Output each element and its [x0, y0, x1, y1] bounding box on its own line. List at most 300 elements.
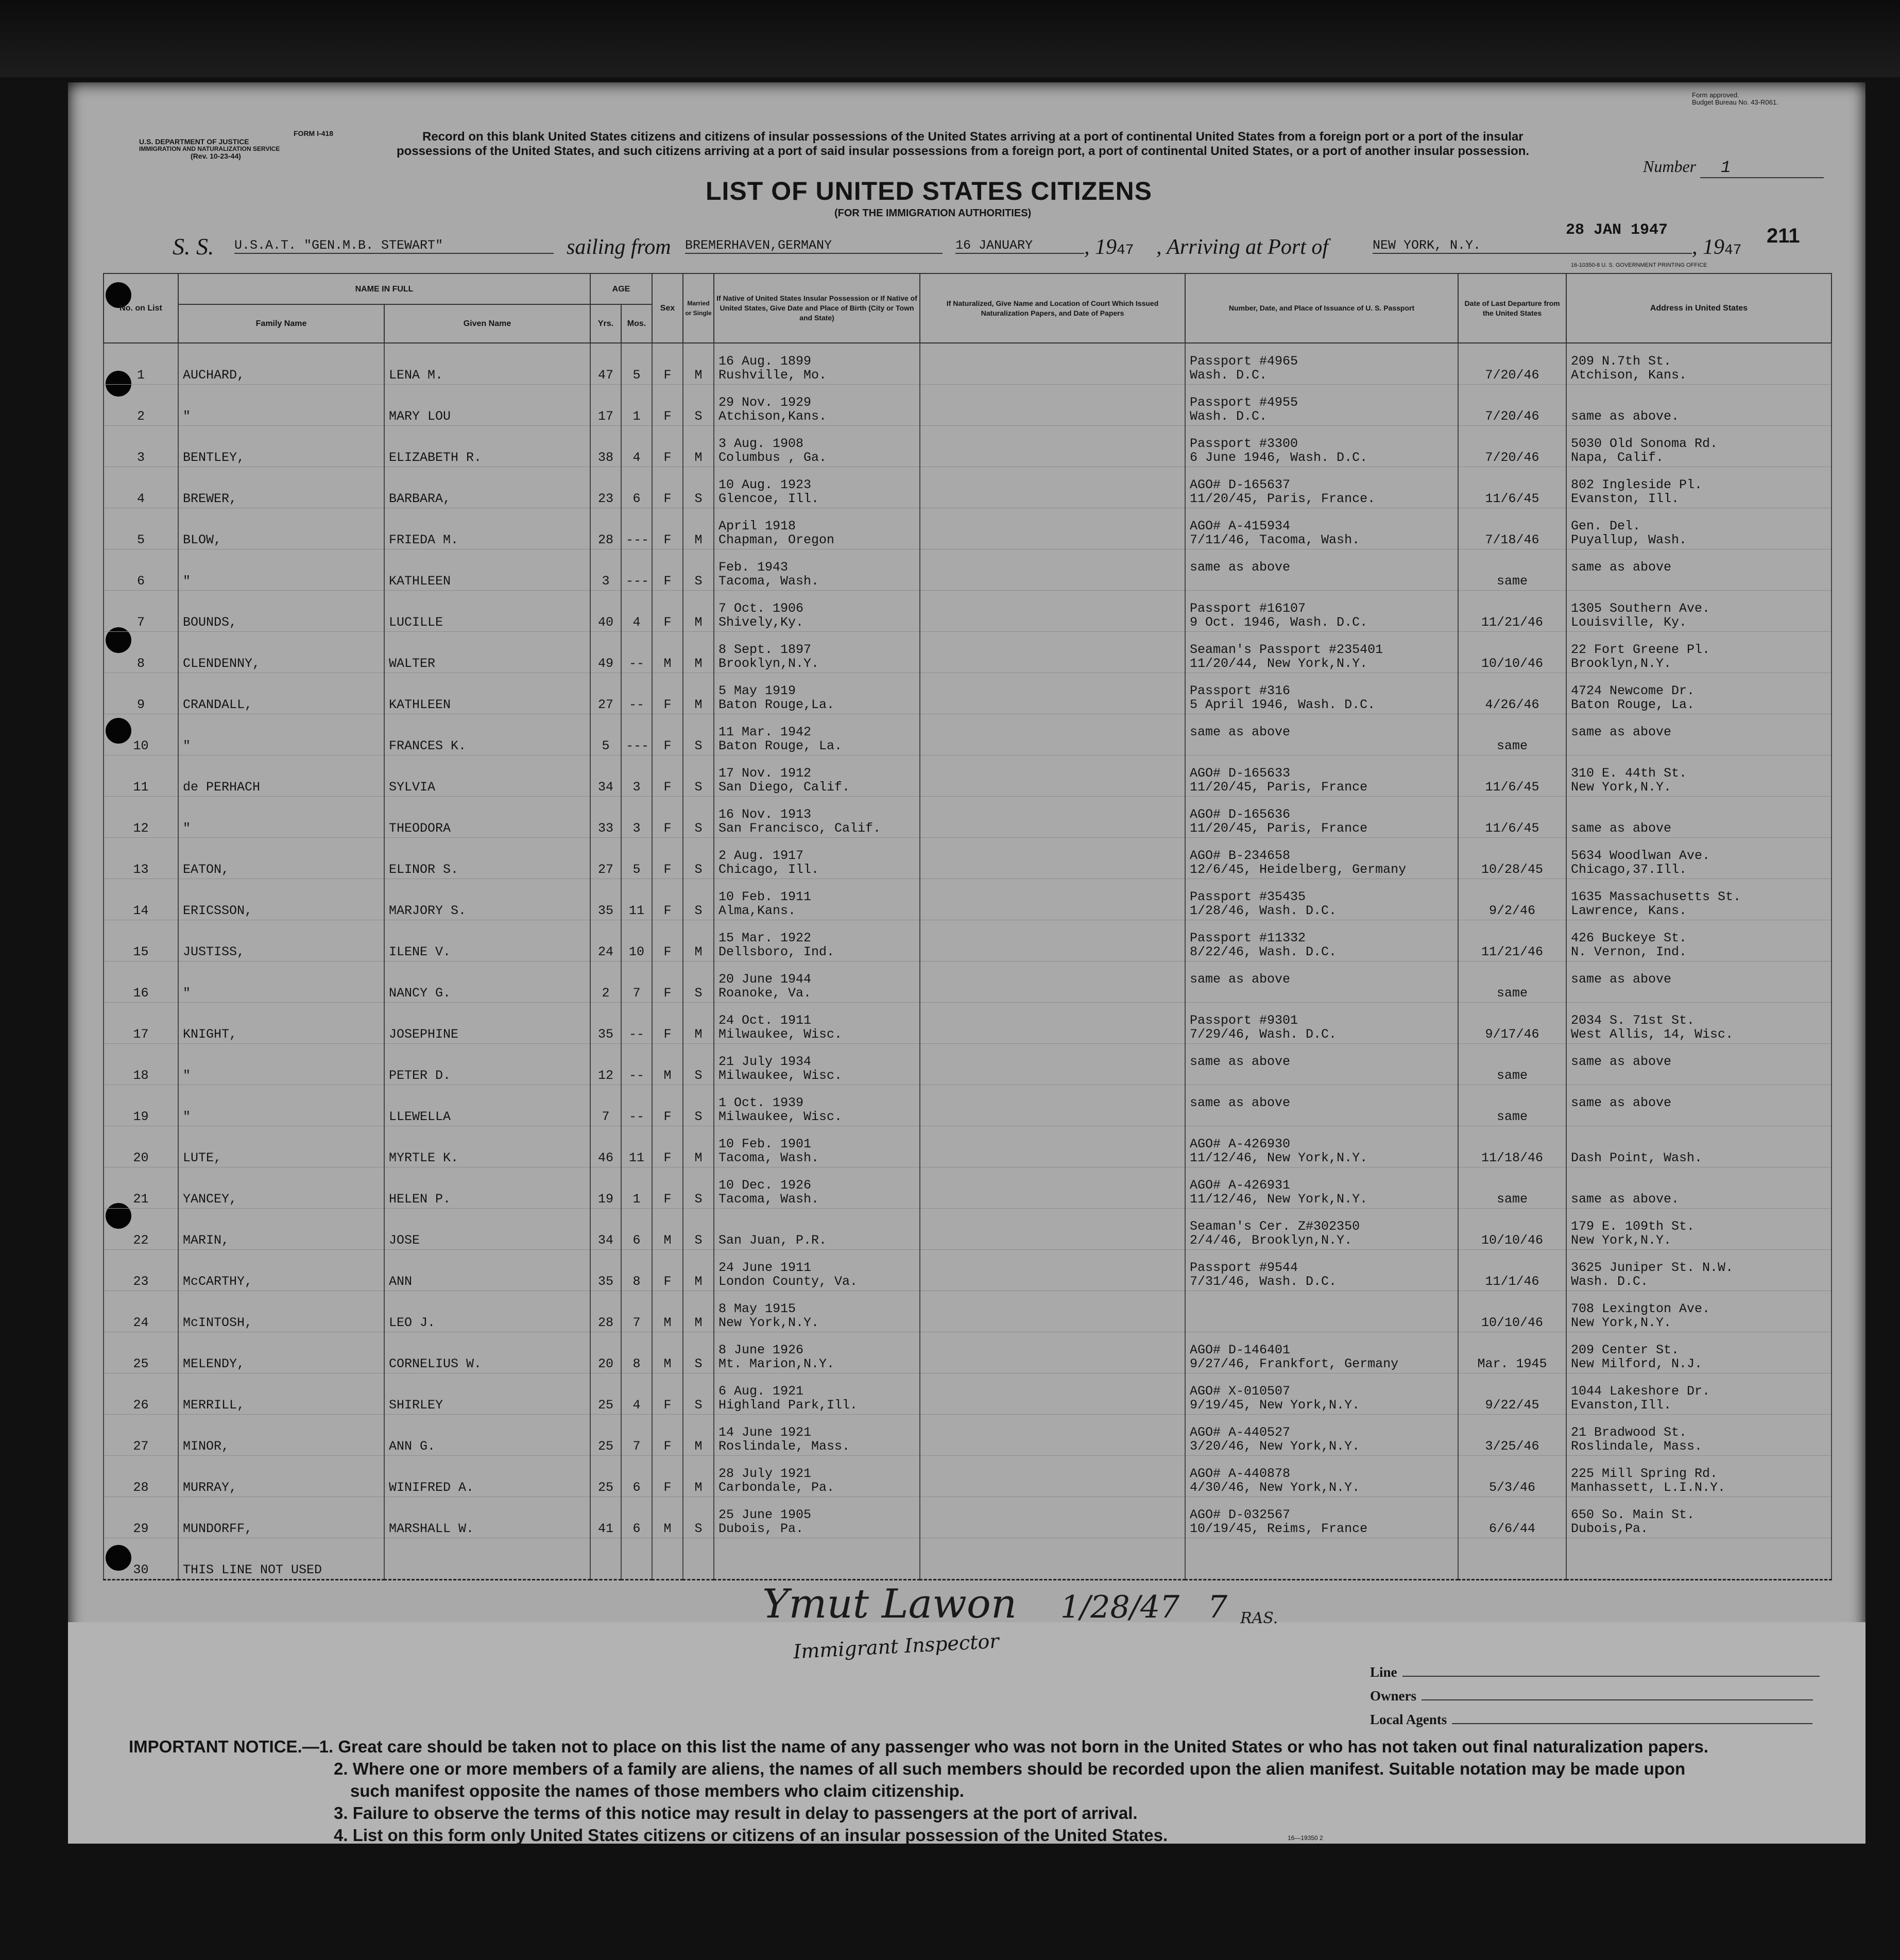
yrs-cell: 38 [590, 426, 621, 467]
nat-cell [920, 549, 1185, 591]
pass-line-1: Passport #4955 [1190, 395, 1298, 410]
pass-line-1: same as above [1190, 1054, 1291, 1069]
signature-initials: RAS. [1240, 1609, 1278, 1627]
pass-line-2: 4/30/46, New York,N.Y. [1190, 1480, 1360, 1495]
ms-cell: S [683, 1373, 714, 1415]
given-cell [384, 1538, 590, 1580]
birth-line-1: 29 Nov. 1929 [718, 395, 812, 410]
given-cell: LEO J. [384, 1291, 590, 1332]
nat-cell [920, 1209, 1185, 1250]
yrs-cell: 23 [590, 467, 621, 508]
birth-line-2: Mt. Marion,N.Y. [718, 1356, 835, 1371]
form-title: LIST OF UNITED STATES CITIZENS [706, 177, 1153, 205]
yrs-cell: 35 [590, 1250, 621, 1291]
ms-cell: S [683, 714, 714, 755]
birth-cell [714, 1044, 920, 1085]
approval-note [1692, 92, 1778, 106]
birth-cell [714, 1373, 920, 1415]
addr-line-1: Gen. Del. [1571, 519, 1641, 534]
family-cell: " [178, 797, 384, 838]
yrs-cell: 49 [590, 632, 621, 673]
addr-line-2 [1571, 1069, 1827, 1082]
addr-cell [1566, 1415, 1831, 1456]
ms-cell: S [683, 1044, 714, 1085]
sex-cell: M [652, 1209, 683, 1250]
pass-line-1: Passport #316 [1190, 683, 1291, 698]
yrs-cell: 35 [590, 879, 621, 920]
no-cell: 22 [104, 1209, 178, 1250]
notice-item-4: 4. List on this form only United States citizens or citizens of an insular possession of the United States. [334, 1826, 1168, 1845]
pass-line-2: 9 Oct. 1946, Wash. D.C. [1190, 615, 1368, 630]
dep-cell: 9/22/45 [1458, 1373, 1566, 1415]
ms-cell: M [683, 632, 714, 673]
birth-cell [714, 1167, 920, 1209]
dep-cell: 11/21/46 [1458, 920, 1566, 961]
family-cell: McINTOSH, [178, 1291, 384, 1332]
dep-cell: 7/20/46 [1458, 385, 1566, 426]
departure-port: BREMERHAVEN,GERMANY [685, 238, 943, 254]
mos-cell: 6 [621, 1497, 652, 1538]
addr-cell [1566, 797, 1831, 838]
dep-cell: 11/21/46 [1458, 591, 1566, 632]
table-row [104, 1332, 1831, 1373]
pass-cell [1185, 1415, 1458, 1456]
sex-cell: M [652, 1291, 683, 1332]
sex-cell: F [652, 591, 683, 632]
pass-line-1: same as above [1190, 725, 1291, 740]
family-cell: JUSTISS, [178, 920, 384, 961]
addr-cell [1566, 714, 1831, 755]
addr-cell [1566, 1497, 1831, 1538]
pass-line-2 [1190, 574, 1453, 588]
addr-line-2 [1571, 986, 1827, 1000]
addr-line-2 [1571, 1110, 1827, 1124]
family-cell: LUTE, [178, 1126, 384, 1167]
dep-cell: 11/6/45 [1458, 755, 1566, 797]
agents-label: Local Agents [1370, 1712, 1447, 1727]
no-cell: 20 [104, 1126, 178, 1167]
pass-line-2: 11/12/46, New York,N.Y. [1190, 1150, 1368, 1165]
birth-line-1: 25 June 1905 [718, 1507, 812, 1522]
pass-cell [1185, 1538, 1458, 1580]
nat-cell [920, 1167, 1185, 1209]
sex-cell: F [652, 1167, 683, 1209]
table-row [104, 961, 1831, 1003]
given-cell: SHIRLEY [384, 1373, 590, 1415]
table-row [104, 838, 1831, 879]
addr-cell [1566, 879, 1831, 920]
birth-cell [714, 961, 920, 1003]
no-cell: 14 [104, 879, 178, 920]
family-cell: " [178, 1085, 384, 1126]
pass-cell [1185, 673, 1458, 714]
given-cell: HELEN P. [384, 1167, 590, 1209]
addr-line-2: New Milford, N.J. [1571, 1356, 1703, 1371]
addr-cell [1566, 838, 1831, 879]
no-cell: 4 [104, 467, 178, 508]
family-cell: " [178, 1044, 384, 1085]
mos-cell: 11 [621, 1126, 652, 1167]
dep-cell: 9/2/46 [1458, 879, 1566, 920]
line-label: Line [1370, 1664, 1397, 1680]
dep-cell: same [1458, 549, 1566, 591]
addr-line-1: 2034 S. 71st St. [1571, 1013, 1695, 1028]
mos-cell: 7 [621, 961, 652, 1003]
no-cell: 19 [104, 1085, 178, 1126]
nat-cell [920, 508, 1185, 549]
pass-cell [1185, 1085, 1458, 1126]
birth-line-1 [718, 1219, 915, 1233]
sex-cell: F [652, 879, 683, 920]
dep-cell: 10/28/45 [1458, 838, 1566, 879]
nat-cell [920, 1085, 1185, 1126]
birth-line-2: Dellsboro, Ind. [718, 944, 835, 959]
pass-line-1: Passport #9301 [1190, 1013, 1298, 1028]
birth-line-2: Columbus , Ga. [718, 450, 827, 465]
pass-line-1: Passport #9544 [1190, 1260, 1298, 1275]
ms-cell: M [683, 1291, 714, 1332]
dep-cell: same [1458, 961, 1566, 1003]
no-cell: 21 [104, 1167, 178, 1209]
addr-line-2: Wash. D.C. [1571, 1274, 1649, 1289]
dep-cell: 4/26/46 [1458, 673, 1566, 714]
table-row [104, 1003, 1831, 1044]
pass-line-1: Passport #35435 [1190, 889, 1306, 904]
dep-cell: same [1458, 714, 1566, 755]
table-row [104, 797, 1831, 838]
dep-cell: 11/6/45 [1458, 797, 1566, 838]
header-passport: Number, Date, and Place of Issuance of U. S. Passport [1185, 273, 1458, 343]
yrs-cell: 7 [590, 1085, 621, 1126]
pass-cell [1185, 1497, 1458, 1538]
notice-item-2: 2. Where one or more members of a family are aliens, the names of all such members should be recorded upon the alien manifest. Suitable notation may be made upon [334, 1759, 1686, 1778]
signature-date: 1/28/47 [1060, 1589, 1180, 1625]
addr-cell [1566, 426, 1831, 467]
pass-line-1: AGO# D-165633 [1190, 766, 1291, 781]
yrs-cell: 27 [590, 838, 621, 879]
sex-cell [652, 1538, 683, 1580]
pass-cell [1185, 1167, 1458, 1209]
sex-cell: F [652, 920, 683, 961]
pass-line-1: same as above [1190, 972, 1291, 987]
number-value: 1 [1700, 158, 1824, 178]
pass-line-2: 11/20/44, New York,N.Y. [1190, 656, 1368, 671]
dep-cell: same [1458, 1085, 1566, 1126]
ship-name: U.S.A.T. "GEN.M.B. STEWART" [234, 238, 554, 254]
birth-line-2: Milwaukee, Wisc. [718, 1027, 843, 1042]
header-address: Address in United States [1566, 273, 1831, 343]
addr-cell [1566, 1373, 1831, 1415]
given-cell: CORNELIUS W. [384, 1332, 590, 1373]
pass-cell [1185, 1250, 1458, 1291]
given-cell: FRANCES K. [384, 714, 590, 755]
pass-cell [1185, 426, 1458, 467]
family-cell: " [178, 714, 384, 755]
service-name: IMMIGRATION AND NATURALIZATION SERVICE [139, 145, 280, 152]
no-cell: 12 [104, 797, 178, 838]
birth-line-1: 16 Nov. 1913 [718, 807, 812, 822]
family-cell: de PERHACH [178, 755, 384, 797]
no-cell: 23 [104, 1250, 178, 1291]
ms-cell: S [683, 1497, 714, 1538]
addr-cell [1566, 549, 1831, 591]
addr-line-2: same as above. [1571, 409, 1680, 424]
pass-line-2: 3/20/46, New York,N.Y. [1190, 1439, 1360, 1454]
dep-cell: 7/18/46 [1458, 508, 1566, 549]
sex-cell: F [652, 755, 683, 797]
addr-line-1: 802 Ingleside Pl. [1571, 477, 1703, 492]
addr-line-2: Brooklyn,N.Y. [1571, 656, 1672, 671]
line-field [1370, 1664, 1820, 1688]
inspector-signature [762, 1581, 1278, 1627]
addr-line-1: 708 Lexington Ave. [1571, 1301, 1710, 1316]
table-row [104, 1415, 1831, 1456]
addr-line-1: 310 E. 44th St. [1571, 766, 1687, 781]
mos-cell [621, 1538, 652, 1580]
pass-line-1: AGO# X-010507 [1190, 1384, 1291, 1399]
addr-line-2: Atchison, Kans. [1571, 368, 1687, 383]
no-cell: 9 [104, 673, 178, 714]
nat-cell [920, 879, 1185, 920]
nat-cell [920, 1538, 1185, 1580]
addr-line-2: New York,N.Y. [1571, 780, 1672, 795]
pass-cell [1185, 714, 1458, 755]
nat-cell [920, 1497, 1185, 1538]
ms-cell: M [683, 1003, 714, 1044]
birth-line-1: 10 Aug. 1923 [718, 477, 812, 492]
yrs-cell: 2 [590, 961, 621, 1003]
given-cell: MARY LOU [384, 385, 590, 426]
pass-cell [1185, 1044, 1458, 1085]
signature-note: 7 [1208, 1589, 1228, 1625]
no-cell: 6 [104, 549, 178, 591]
addr-line-2: Puyallup, Wash. [1571, 532, 1687, 547]
mos-cell: 4 [621, 591, 652, 632]
printing-office: 16-10350-8 U. S. GOVERNMENT PRINTING OFFICE [1571, 262, 1707, 268]
pass-line-1: Passport #16107 [1190, 601, 1306, 616]
pass-line-1: AGO# A-440878 [1190, 1466, 1291, 1481]
yrs-cell: 35 [590, 1003, 621, 1044]
family-cell: McCARTHY, [178, 1250, 384, 1291]
birth-line-1 [718, 1549, 915, 1563]
birth-line-2: San Diego, Calif. [718, 780, 850, 795]
addr-line-2: Lawrence, Kans. [1571, 903, 1687, 918]
yrs-cell: 34 [590, 1209, 621, 1250]
family-cell: THIS LINE NOT USED [178, 1538, 384, 1580]
pass-line-2: 11/20/45, Paris, France [1190, 821, 1368, 836]
pass-line-2: 7/29/46, Wash. D.C. [1190, 1027, 1337, 1042]
pass-line-1: AGO# A-426930 [1190, 1137, 1291, 1151]
family-cell: MURRAY, [178, 1456, 384, 1497]
birth-line-1: 6 Aug. 1921 [718, 1384, 804, 1399]
yrs-cell: 40 [590, 591, 621, 632]
addr-line-1: same as above [1571, 1054, 1672, 1069]
yrs-cell: 25 [590, 1415, 621, 1456]
addr-cell [1566, 673, 1831, 714]
birth-line-2: Baton Rouge, La. [718, 738, 843, 753]
ms-cell: S [683, 549, 714, 591]
pass-line-2: 1/28/46, Wash. D.C. [1190, 903, 1337, 918]
yrs-cell: 46 [590, 1126, 621, 1167]
birth-cell [714, 879, 920, 920]
sex-cell: F [652, 426, 683, 467]
arrival-year: 47 [1724, 243, 1742, 259]
form-subtitle: (FOR THE IMMIGRATION AUTHORITIES) [834, 208, 1032, 219]
birth-cell [714, 591, 920, 632]
table-row [104, 385, 1831, 426]
table-row [104, 426, 1831, 467]
addr-line-2: N. Vernon, Ind. [1571, 944, 1687, 959]
birth-line-2: Dubois, Pa. [718, 1521, 804, 1536]
no-cell: 7 [104, 591, 178, 632]
birth-line-1: 28 July 1921 [718, 1466, 812, 1481]
birth-cell [714, 1126, 920, 1167]
birth-line-2: Atchison,Kans. [718, 409, 827, 424]
budget-bureau: Budget Bureau No. 43-R061. [1692, 98, 1778, 106]
no-cell: 15 [104, 920, 178, 961]
nat-cell [920, 1250, 1185, 1291]
birth-line-2: Glencoe, Ill. [718, 491, 819, 506]
addr-line-2: Baton Rouge, La. [1571, 697, 1695, 712]
pass-line-2: 2/4/46, Brooklyn,N.Y. [1190, 1233, 1353, 1248]
family-cell: CRANDALL, [178, 673, 384, 714]
ms-cell: S [683, 838, 714, 879]
header-age: AGE [590, 273, 652, 304]
pass-cell [1185, 755, 1458, 797]
addr-line-1: 1044 Lakeshore Dr. [1571, 1384, 1710, 1399]
dep-cell [1458, 1538, 1566, 1580]
birth-line-2: Milwaukee, Wisc. [718, 1068, 843, 1083]
addr-line-2 [1571, 739, 1827, 753]
pass-line-1: Seaman's Cer. Z#302350 [1190, 1219, 1360, 1234]
birth-cell [714, 1003, 920, 1044]
pass-line-1: AGO# A-415934 [1190, 519, 1291, 534]
pass-cell [1185, 549, 1458, 591]
birth-line-2: Alma,Kans. [718, 903, 796, 918]
addr-cell [1566, 1209, 1831, 1250]
birth-cell [714, 714, 920, 755]
sex-cell: M [652, 632, 683, 673]
birth-line-2: Tacoma, Wash. [718, 1150, 819, 1165]
no-cell: 28 [104, 1456, 178, 1497]
ms-cell: S [683, 797, 714, 838]
addr-line-1: 650 So. Main St. [1571, 1507, 1695, 1522]
pass-cell [1185, 1332, 1458, 1373]
table-row [104, 1538, 1831, 1580]
given-cell: ANN G. [384, 1415, 590, 1456]
given-cell: MYRTLE K. [384, 1126, 590, 1167]
nat-cell [920, 838, 1185, 879]
birth-line-2 [718, 1563, 915, 1577]
nat-cell [920, 1126, 1185, 1167]
given-cell: WALTER [384, 632, 590, 673]
addr-line-1: same as above [1571, 1095, 1672, 1110]
birth-cell [714, 632, 920, 673]
table-row [104, 1456, 1831, 1497]
table-row [104, 879, 1831, 920]
pass-line-2: 9/27/46, Frankfort, Germany [1190, 1356, 1399, 1371]
header-married: Married or Single [683, 273, 714, 343]
pass-line-2 [1190, 1069, 1453, 1082]
given-cell: ILENE V. [384, 920, 590, 961]
addr-line-1 [1571, 1137, 1827, 1151]
ms-cell: M [683, 920, 714, 961]
given-cell: JOSE [384, 1209, 590, 1250]
dep-cell: same [1458, 1167, 1566, 1209]
mos-cell: --- [621, 549, 652, 591]
no-cell: 1 [104, 343, 178, 385]
no-cell: 2 [104, 385, 178, 426]
mos-cell: 5 [621, 343, 652, 385]
nat-cell [920, 714, 1185, 755]
addr-line-1: 1635 Massachusetts St. [1571, 889, 1741, 904]
header-departure: Date of Last Departure from the United States [1458, 273, 1566, 343]
header-given-name: Given Name [384, 304, 590, 343]
pass-cell [1185, 1373, 1458, 1415]
pass-cell [1185, 1291, 1458, 1332]
pass-line-2: Wash. D.C. [1190, 409, 1268, 424]
birth-line-2: Roanoke, Va. [718, 986, 812, 1001]
addr-line-2: West Allis, 14, Wisc. [1571, 1027, 1734, 1042]
no-cell: 16 [104, 961, 178, 1003]
birth-line-2: Roslindale, Mass. [718, 1439, 850, 1454]
ms-cell: S [683, 1167, 714, 1209]
sex-cell: F [652, 797, 683, 838]
mos-cell: 11 [621, 879, 652, 920]
no-cell: 5 [104, 508, 178, 549]
approval-text: Form approved. [1692, 91, 1739, 99]
sex-cell: F [652, 961, 683, 1003]
birth-cell [714, 549, 920, 591]
given-cell: ELIZABETH R. [384, 426, 590, 467]
given-cell: LENA M. [384, 343, 590, 385]
family-cell: MARIN, [178, 1209, 384, 1250]
pass-cell [1185, 1456, 1458, 1497]
addr-cell [1566, 1126, 1831, 1167]
pass-cell [1185, 961, 1458, 1003]
nat-cell [920, 755, 1185, 797]
nat-cell [920, 632, 1185, 673]
no-cell: 26 [104, 1373, 178, 1415]
dep-cell: 11/18/46 [1458, 1126, 1566, 1167]
no-cell: 25 [104, 1332, 178, 1373]
agents-field [1370, 1712, 1820, 1735]
addr-line-1: 5634 Woodlwan Ave. [1571, 848, 1710, 863]
owners-label: Owners [1370, 1688, 1416, 1704]
addr-line-1 [1571, 1549, 1827, 1563]
agency-header [139, 138, 376, 160]
birth-cell [714, 426, 920, 467]
addr-line-2: New York,N.Y. [1571, 1233, 1672, 1248]
given-cell: LLEWELLA [384, 1085, 590, 1126]
nat-cell [920, 920, 1185, 961]
family-cell: BENTLEY, [178, 426, 384, 467]
given-cell: THEODORA [384, 797, 590, 838]
ms-cell: S [683, 879, 714, 920]
departure-date: 16 JANUARY [955, 238, 1084, 254]
table-row [104, 1167, 1831, 1209]
yrs-cell: 24 [590, 920, 621, 961]
birth-line-2: Chapman, Oregon [718, 532, 835, 547]
addr-line-1: 426 Buckeye St. [1571, 931, 1687, 945]
ms-cell: M [683, 343, 714, 385]
table-row [104, 591, 1831, 632]
birth-line-2: Tacoma, Wash. [718, 1192, 819, 1207]
header-birth: If Native of United States Insular Possession or If Native of United States, Give Date and Place of Birth (City or Town and State) [714, 273, 920, 343]
yrs-cell: 12 [590, 1044, 621, 1085]
ms-cell: S [683, 1332, 714, 1373]
yrs-cell: 20 [590, 1332, 621, 1373]
